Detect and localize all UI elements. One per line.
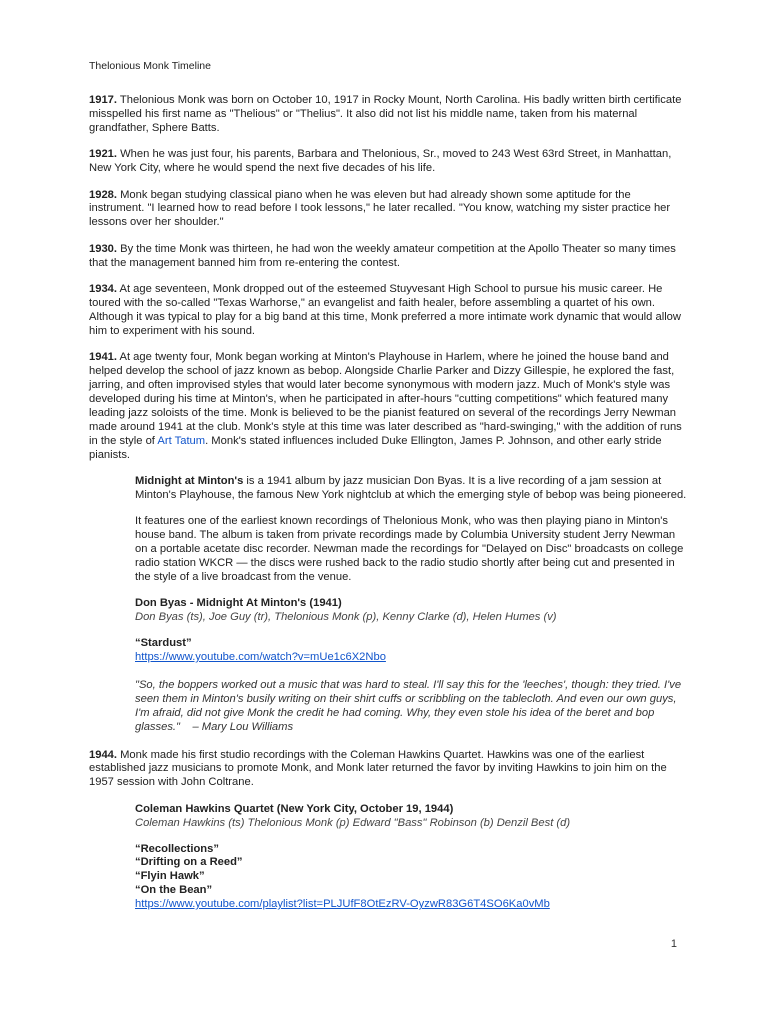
album-credits: Coleman Hawkins (ts) Thelonious Monk (p) Edward "Bass" Robinson (b) Denzil Best (d)	[135, 816, 571, 829]
entry-year: 1928.	[89, 188, 117, 201]
track-title: “Drifting on a Reed”	[135, 856, 243, 869]
timeline-entry-1941	[89, 351, 689, 462]
entry-year: 1934.	[89, 283, 117, 296]
album-title: Don Byas - Midnight At Minton's (1941)	[135, 597, 342, 610]
youtube-link-row	[135, 651, 689, 665]
youtube-playlist-link[interactable]: https://www.youtube.com/playlist?list=PLJUfF8OtEzRV-OyzwR83G6T4SO6Ka0vMb	[135, 898, 550, 911]
track-title: “Recollections”	[135, 842, 219, 855]
track-title: “Stardust”	[135, 637, 192, 650]
art-tatum-link[interactable]: Art Tatum	[157, 434, 206, 447]
document-body	[89, 94, 689, 912]
entry-year: 1917.	[89, 94, 117, 106]
minton-recordings-paragraph: It features one of the earliest known recordings of Thelonious Monk, who was then playing piano in Minton's house band. The album is taken from private recordings made by Columbia University student Jerry Newman on a portable acetate disc recorder. Newman made the recordings for "Delayed on Disc" broadcasts on college radio station WKCR — the discs were rushed back to the radio studio shortly after being cut and presented in the style of a live broadcast from the venue.	[135, 515, 684, 583]
entry-text: Monk made his first studio recordings with the Coleman Hawkins Quartet. Hawkins was one of the earliest established jazz musicians to promote Monk, and Monk later returned the favor by inviting Hawkins to join him on the 1957 session with John Coltrane.	[89, 748, 667, 789]
track-title: “Flyin Hawk”	[135, 870, 205, 883]
entry-year: 1944.	[89, 748, 117, 761]
timeline-entry-1921	[89, 148, 689, 176]
entry-text: By the time Monk was thirteen, he had won the weekly amateur competition at the Apollo Theater so many times that the management banned him from re-entering the contest.	[89, 242, 676, 269]
album-credits: Don Byas (ts), Joe Guy (tr), Thelonious Monk (p), Kenny Clarke (d), Helen Humes (v)	[135, 611, 557, 624]
entry-text: Monk began studying classical piano when he was eleven but had already shown some aptitude for the instrument. "I learned how to read before I took lessons," he later recalled. "You know, watching my sister practice her lessons over her shoulder."	[89, 188, 671, 229]
youtube-link[interactable]: https://www.youtube.com/watch?v=mUe1c6X2Nbo	[135, 651, 386, 663]
entry-year: 1941.	[89, 351, 117, 364]
minton-description	[135, 475, 689, 503]
entry-text: At age twenty four, Monk began working at Minton's Playhouse in Harlem, where he joined the house band and helped develop the school of jazz known as bebop. Alongside Charlie Parker and Dizzy Gillespie, he explored the fast, jarring, and often improvised styles that would later become synonymous with modern jazz. Much of Monk's style was developed during his time at Minton's, when he participated in after-hours "cutting competitions" which featured many leading jazz soloists of the time. Monk is believed to be the pianist featured on several of the recordings Jerry Newman made around 1941 at the club. Monk's style at this time was later described as "hard-swinging," with the addition of runs in the style of	[89, 351, 682, 447]
entry-text: At age seventeen, Monk dropped out of the esteemed Stuyvesant High School to pursue his music career. He toured with the so-called "Texas Warhorse," an evangelist and faith healer, before assembling a quartet of his own. Although it was typical to play for a big band at this time, Monk preferred a more intimate work dynamic that would allow him to experiment with his sound.	[89, 283, 681, 337]
timeline-entry-1917	[89, 94, 689, 136]
quote-text: "So, the boppers worked out a music that was hard to steal. I'll say this for the 'leeches', though: they tried. I've seen them in Minton's busily writing on their shirt cuffs or scribbling on the tablecloth. And even our own guys, I'm afraid, did not give Monk the credit he had coming. Why, they even stole his idea of the beret and bop glasses."	[135, 678, 682, 733]
page-number: 1	[670, 938, 677, 950]
track-title: “On the Bean”	[135, 884, 213, 897]
album-title: Coleman Hawkins Quartet (New York City, October 19, 1944)	[135, 802, 454, 815]
timeline-entry-1930	[89, 243, 689, 271]
minton-section	[135, 475, 689, 735]
timeline-entry-1928	[89, 189, 689, 231]
entry-text-end: . Monk's stated influences included Duke Ellington, James P. Johnson, and other early stride pianists.	[89, 434, 662, 461]
entry-text: When he was just four, his parents, Barbara and Thelonious, Sr., moved to 243 West 63rd Street, in Manhattan, New York City, where he would spend the next five decades of his life.	[89, 148, 672, 175]
timeline-entry-1934	[89, 283, 689, 339]
entry-text: Thelonious Monk was born on October 10, 1917 in Rocky Mount, North Carolina. His badly written birth certificate misspelled his first name as "Thelious" or "Thelius". It also did not list his middle name, taken from his maternal grandfather, Sphere Batts.	[89, 94, 682, 134]
quote-block	[135, 679, 689, 735]
youtube-playlist-row	[135, 898, 689, 912]
album-name: Midnight at Minton's	[135, 474, 244, 487]
quote-author: – Mary Lou Williams	[192, 720, 294, 733]
entry-year: 1930.	[89, 242, 117, 255]
timeline-entry-1944	[89, 749, 689, 791]
minton-description-text: is a 1941 album by jazz musician Don Byas. It is a live recording of a jam session at Minton's Playhouse, the famous New York nightclub at which the emerging style of bebop was being pioneered.	[135, 474, 687, 501]
entry-year: 1921.	[89, 148, 117, 161]
hawkins-section	[135, 803, 689, 912]
document-title: Thelonious Monk Timeline	[89, 60, 211, 72]
